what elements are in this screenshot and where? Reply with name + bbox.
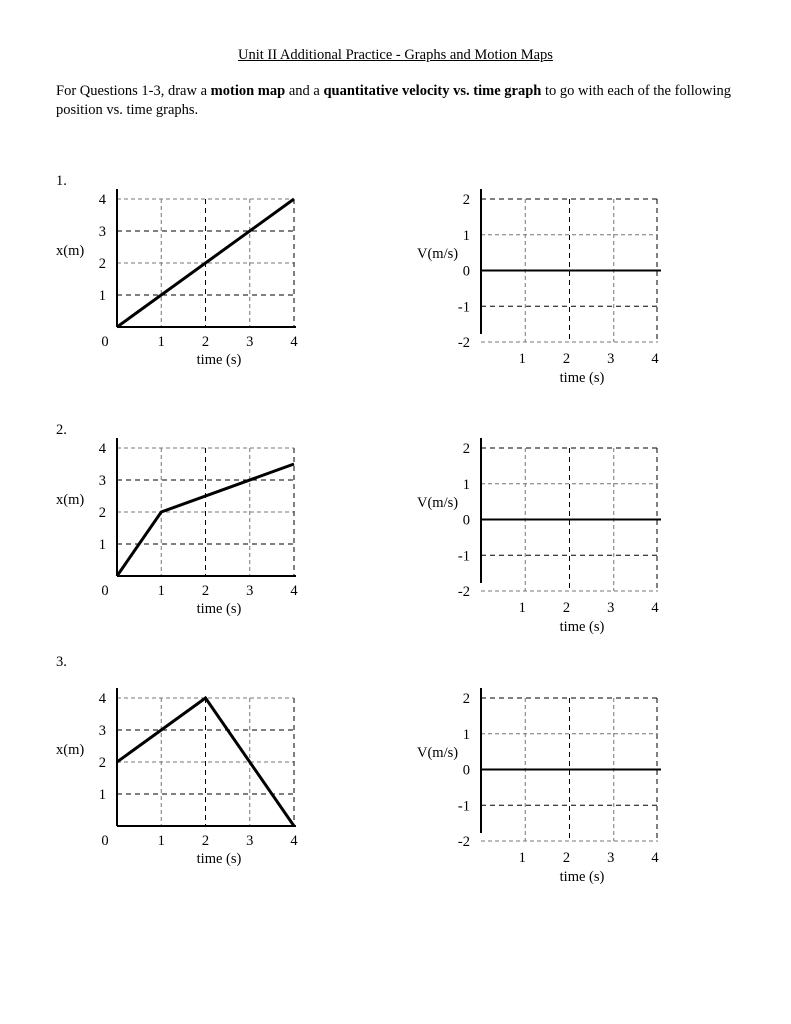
y-tick-label: 4 — [98, 691, 106, 707]
x-tick-label: 3 — [607, 850, 615, 866]
y-tick-label: -1 — [457, 548, 470, 565]
x-tick-label: 1 — [518, 351, 526, 367]
y-axis-label: x(m) — [56, 243, 85, 259]
x-tick-label: 3 — [607, 600, 615, 616]
instructions-bold-velocity-graph: quantitative velocity vs. time graph — [323, 83, 542, 99]
x-axis-label: time (s) — [559, 370, 605, 386]
instructions-text-1: For Questions 1-3, draw a — [56, 83, 211, 99]
y-tick-label: 4 — [98, 441, 106, 457]
x-tick-label: 2 — [201, 583, 210, 599]
x-tick-label: 1 — [157, 334, 165, 350]
question-number-1: 1. — [56, 173, 67, 189]
instructions-text-2: and a — [285, 83, 324, 99]
y-tick-label: 2 — [462, 441, 470, 457]
y-tick-label: 1 — [98, 288, 106, 304]
x-tick-label: 1 — [157, 833, 165, 849]
x-tick-label: 4 — [651, 600, 659, 616]
y-tick-label: 3 — [98, 224, 106, 240]
y-tick-label: -1 — [457, 299, 470, 316]
y-tick-label: 0 — [462, 263, 470, 280]
x-axis-label: time (s) — [559, 619, 605, 635]
x-tick-label: 0 — [101, 833, 109, 849]
x-tick-label: 2 — [562, 850, 571, 866]
y-tick-label: 1 — [462, 476, 470, 493]
x-tick-label: 0 — [101, 583, 109, 599]
x-tick-label: 4 — [651, 850, 659, 866]
y-tick-label: -2 — [457, 834, 470, 850]
x-tick-label: 3 — [246, 334, 254, 350]
y-tick-label: 1 — [462, 227, 470, 244]
y-tick-label: 2 — [98, 256, 106, 272]
y-tick-label: -2 — [457, 584, 470, 600]
y-tick-label: 2 — [98, 755, 106, 771]
x-tick-label: 2 — [562, 351, 571, 367]
y-axis-label: V(m/s) — [417, 744, 459, 761]
x-tick-label: 1 — [518, 850, 526, 866]
x-axis-label: time (s) — [559, 869, 605, 885]
y-tick-label: 0 — [462, 762, 470, 779]
x-tick-label: 3 — [607, 351, 615, 367]
x-tick-label: 2 — [201, 334, 210, 350]
y-tick-label: -1 — [457, 798, 470, 815]
y-tick-label: 4 — [98, 192, 106, 208]
y-axis-label: V(m/s) — [417, 245, 459, 262]
x-tick-label: 4 — [290, 334, 298, 350]
x-tick-label: 2 — [562, 600, 571, 616]
y-tick-label: 3 — [98, 473, 106, 489]
page-title: Unit II Additional Practice - Graphs and Motion Maps — [238, 47, 553, 63]
question-number-2: 2. — [56, 422, 67, 438]
instructions-bold-motion-map: motion map — [210, 83, 286, 99]
x-tick-label: 4 — [290, 583, 298, 599]
x-tick-label: 0 — [101, 334, 109, 350]
y-tick-label: 1 — [462, 726, 470, 743]
x-tick-label: 4 — [651, 351, 659, 367]
y-tick-label: 3 — [98, 723, 106, 739]
instructions-text-3: to go with each of the following position vs. time graphs. — [56, 83, 731, 118]
y-tick-label: 2 — [462, 691, 470, 707]
x-tick-label: 1 — [518, 600, 526, 616]
y-axis-label: x(m) — [56, 742, 85, 758]
x-tick-label: 4 — [290, 833, 298, 849]
y-tick-label: 2 — [462, 192, 470, 208]
x-tick-label: 3 — [246, 833, 254, 849]
x-tick-label: 3 — [246, 583, 254, 599]
x-tick-label: 2 — [201, 833, 210, 849]
x-axis-label: time (s) — [196, 601, 242, 617]
y-axis-label: x(m) — [56, 492, 85, 508]
y-tick-label: 1 — [98, 537, 106, 553]
y-tick-label: 2 — [98, 505, 106, 521]
y-tick-label: 1 — [98, 787, 106, 803]
y-tick-label: -2 — [457, 335, 470, 351]
x-tick-label: 1 — [157, 583, 165, 599]
x-axis-label: time (s) — [196, 851, 242, 867]
question-number-3: 3. — [56, 654, 67, 670]
x-axis-label: time (s) — [196, 352, 242, 368]
y-axis-label: V(m/s) — [417, 494, 459, 511]
y-tick-label: 0 — [462, 512, 470, 529]
